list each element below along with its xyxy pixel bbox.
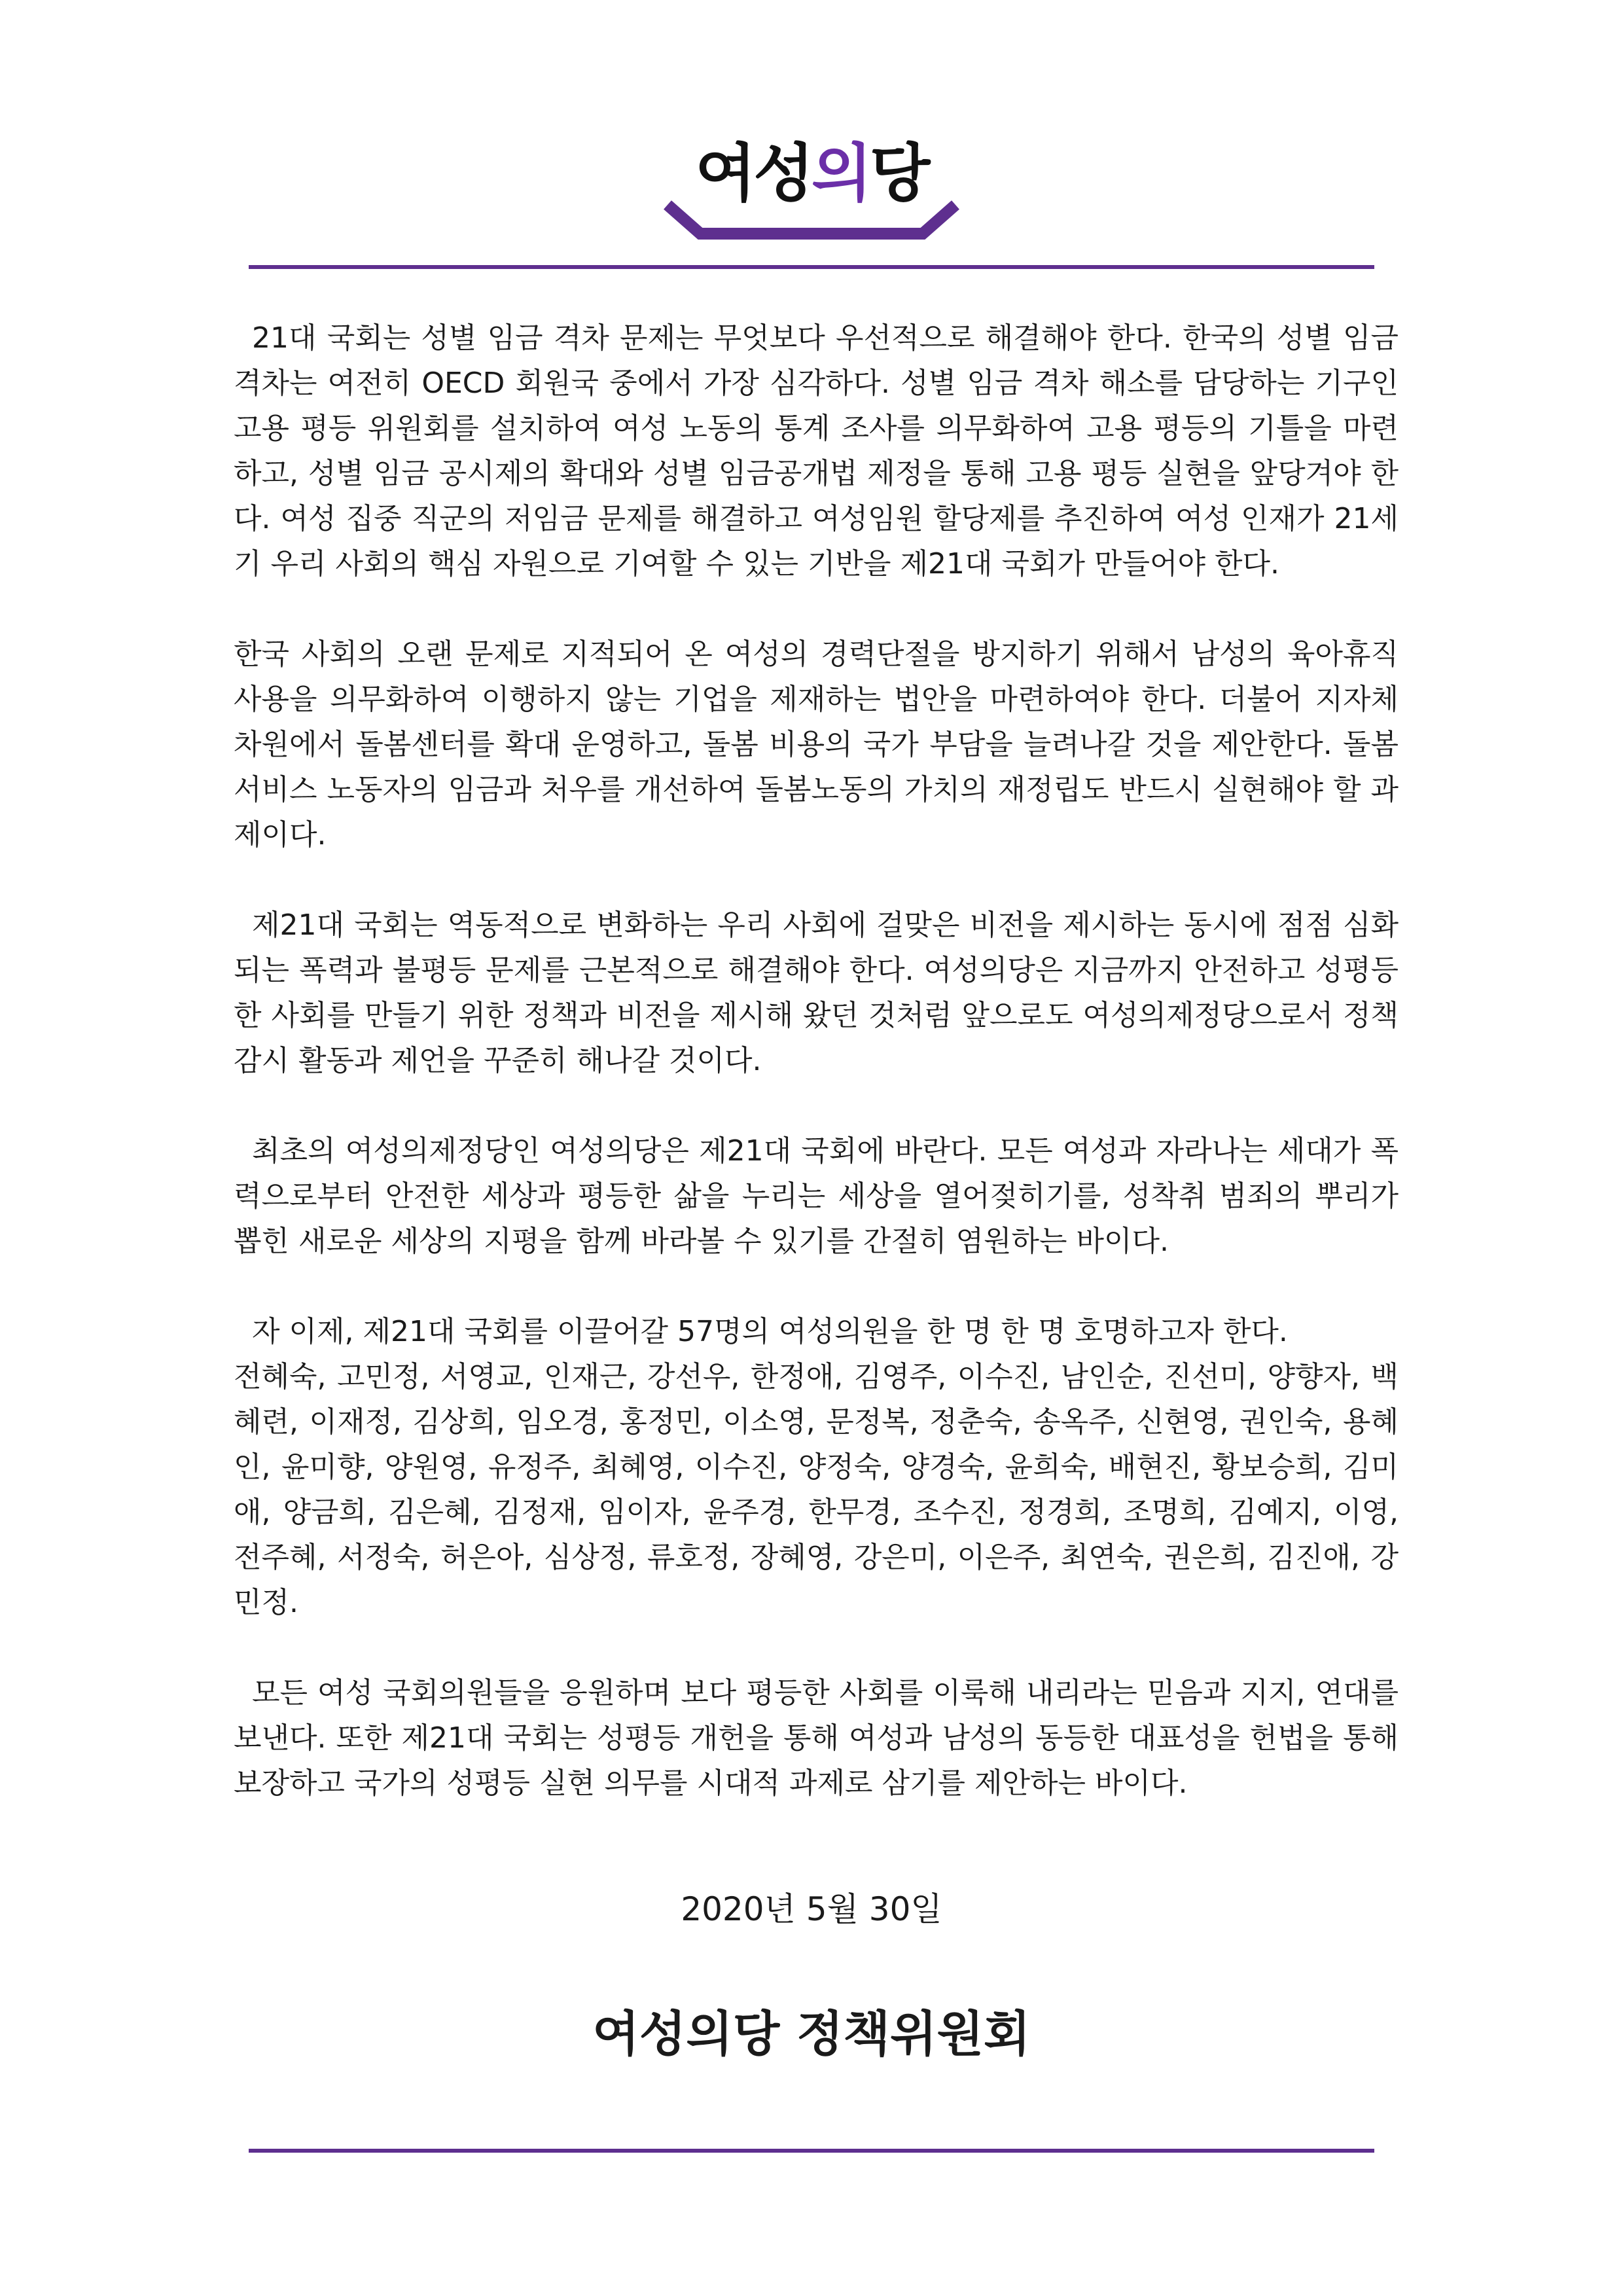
paragraph-career-break: 한국 사회의 오랜 문제로 지적되어 온 여성의 경력단절을 방지하기 위해서 남성의 육아휴직 사용을 의무화하여 이행하지 않는 기업을 제재하는 법안을 마련하여야 한다. 더불어 지자체 차원에서 돌봄센터를 확대 운영하고, 돌봄 비용의 국가 부담을 늘려나갈 것을 제안한다. 돌봄서비스 노동자의 임금과 처우를 개선하여 돌봄노동의 가치의 재정립도 반드시 실현해야 할 과제이다.: [234, 637, 1399, 852]
paragraph-closing: 모든 여성 국회의원들을 응원하며 보다 평등한 사회를 이룩해 내리라는 믿음과 지지, 연대를 보낸다. 또한 제21대 국회는 성평등 개헌을 통해 여성과 남성의 동등한 대표성을 헌법을 통해 보장하고 국가의 성평등 실현 의무를 시대적 과제로 삼기를 제안하는 바이다.: [234, 1676, 1399, 1800]
statement-body: [234, 315, 1399, 1851]
paragraph-names-intro: 자 이제, 제21대 국회를 이끌어갈 57명의 여성의원을 한 명 한 명 호명하고자 한다.: [252, 1315, 1288, 1348]
paragraph-gender-pay-gap: 21대 국회는 성별 임금 격차 문제는 무엇보다 우선적으로 해결해야 한다. 한국의 성별 임금 격차는 여전히 OECD 회원국 중에서 가장 심각하다. 성별 임금 격차 해소를 담당하는 기구인 고용 평등 위원회를 설치하여 여성 노동의 통계 조사를 의무화하여 고용 평등의 기틀을 마련하고, 성별 임금 공시제의 확대와 성별 임금공개법 제정을 통해 고용 평등 실현을 앞당겨야 한다. 여성 집중 직군의 저임금 문제를 해결하고 여성임원 할당제를 추진하여 여성 인재가 21세기 우리 사회의 핵심 자원으로 기여할 수 있는 기반을 제21대 국회가 만들어야 한다.: [234, 321, 1399, 581]
logo-text-accent: 의: [811, 137, 870, 210]
paragraph-hopes: 최초의 여성의제정당인 여성의당은 제21대 국회에 바란다. 모든 여성과 자라나는 세대가 폭력으로부터 안전한 세상과 평등한 삶을 누리는 세상을 열어젖히기를, 성착취 범죄의 뿌리가 뽑힌 새로운 세상의 지평을 함께 바라볼 수 있기를 간절히 염원하는 바이다.: [234, 1134, 1399, 1258]
statement-date: 2020년 5월 30일: [681, 1890, 942, 1928]
paragraph-21st-assembly-vision: 제21대 국회는 역동적으로 변화하는 우리 사회에 걸맞은 비전을 제시하는 동시에 점점 심화되는 폭력과 불평등 문제를 근본적으로 해결해야 한다. 여성의당은 지금까지 안전하고 성평등한 사회를 만들기 위한 정책과 비전을 제시해 왔던 것처럼 앞으로도 여성의제정당으로서 정책감시 활동과 제언을 꾸준히 해나갈 것이다.: [234, 908, 1399, 1077]
bottom-divider: [249, 2149, 1374, 2153]
logo-text-part1: 여성: [695, 137, 812, 210]
logo-text-part2: 당: [869, 137, 928, 210]
logo-underline-icon: [654, 134, 969, 252]
party-logo: [654, 134, 969, 252]
organization-signature: 여성의당 정책위원회: [592, 2006, 1031, 2062]
paragraph-names-list: 전혜숙, 고민정, 서영교, 인재근, 강선우, 한정애, 김영주, 이수진, 남인순, 진선미, 양향자, 백혜련, 이재정, 김상희, 임오경, 홍정민, 이소영, 문정복, 정춘숙, 송옥주, 신현영, 권인숙, 용혜인, 윤미향, 양원영, 유정주, 최혜영, 이수진, 양정숙, 양경숙, 윤희숙, 배현진, 황보승희, 김미애, 양금희, 김은혜, 김정재, 임이자, 윤주경, 한무경, 조수진, 정경희, 조명희, 김예지, 이영, 전주혜, 서정숙, 허은아, 심상정, 류호정, 장혜영, 강은미, 이은주, 최연숙, 권은희, 김진애, 강민정.: [234, 1360, 1399, 1619]
top-divider: [249, 265, 1374, 269]
